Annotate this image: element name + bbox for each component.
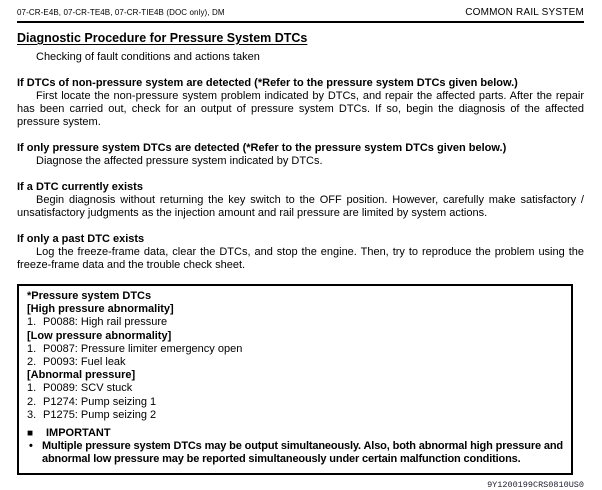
section-non-pressure-dtcs (17, 77, 584, 129)
dtc-group-label-abnormal-pressure: [Abnormal pressure] (27, 369, 136, 382)
bullet-icon: • (29, 440, 33, 453)
important-note-text: Multiple pressure system DTCs may be output simultaneously. Also, both abnormal high pressure and abnormal low pressure may be reported simultaneously under certain malfunction conditions. (42, 440, 563, 466)
dtc-item-number: 2. (27, 356, 37, 369)
dtc-item-text: P0093: Fuel leak (43, 356, 126, 369)
dtc-group-label-low-pressure: [Low pressure abnormality] (27, 329, 172, 342)
section-heading: If DTCs of non-pressure system are detected (*Refer to the pressure system DTCs given below.) (17, 77, 518, 89)
dtc-box-title: *Pressure system DTCs (27, 290, 152, 302)
pressure-system-dtc-box (17, 284, 573, 475)
important-label: IMPORTANT (46, 427, 111, 440)
dtc-item-p0087 (27, 343, 563, 356)
section-heading: If only pressure system DTCs are detected (*Refer to the pressure system DTCs given below.) (17, 142, 507, 154)
header-model-codes: 07-CR-E4B, 07-CR-TE4B, 07-CR-TIE4B (DOC only), DM (17, 8, 225, 17)
section-only-pressure-dtcs (17, 142, 584, 168)
dtc-item-p1275 (27, 409, 563, 422)
dtc-item-text: P0088: High rail pressure (43, 316, 168, 329)
important-note (27, 440, 563, 466)
dtc-item-number: 3. (27, 408, 37, 421)
dtc-item-text: P0087: Pressure limiter emergency open (43, 342, 243, 355)
section-body: First locate the non-pressure system problem indicated by DTCs, and repair the affected parts. After the repair has been carried out, check for an output of pressure system DTCs. If so, begin the diagnosis of the affected pressure system. (17, 90, 584, 128)
dtc-item-p0089 (27, 382, 563, 395)
dtc-item-p1274 (27, 396, 563, 409)
dtc-item-number: 1. (27, 316, 37, 329)
dtc-group-label-high-pressure: [High pressure abnormality] (27, 303, 174, 316)
dtc-item-number: 1. (27, 382, 37, 395)
dtc-item-text: P0089: SCV stuck (43, 382, 133, 395)
section-past-dtc (17, 233, 584, 272)
dtc-item-number: 1. (27, 342, 37, 355)
dtc-item-text: P1274: Pump seizing 1 (43, 395, 157, 408)
page-header (17, 7, 584, 18)
section-heading: If a DTC currently exists (17, 181, 143, 193)
document-code: 9Y1200199CRS0810US0 (487, 479, 584, 490)
important-square-icon: ■ (27, 428, 34, 440)
section-heading: If only a past DTC exists (17, 233, 145, 245)
dtc-item-number: 2. (27, 395, 37, 408)
section-body: Diagnose the affected pressure system indicated by DTCs. (36, 155, 323, 167)
dtc-item-p0088 (27, 316, 563, 329)
dtc-item-p0093 (27, 356, 563, 369)
section-body: Begin diagnosis without returning the key switch to the OFF position. However, carefully make satisfactory / unsatisfactory judgments as the injection amount and rail pressure are limited by system actions. (17, 194, 584, 219)
important-heading (27, 427, 563, 440)
page-title: Diagnostic Procedure for Pressure System DTCs (17, 31, 308, 45)
dtc-item-text: P1275: Pump seizing 2 (43, 408, 157, 421)
section-body: Log the freeze-frame data, clear the DTCs, and stop the engine. Then, try to reproduce the problem using the freeze-frame data and the trouble check sheet. (17, 246, 584, 271)
section-current-dtc (17, 181, 584, 220)
page-subtitle: Checking of fault conditions and actions taken (36, 51, 260, 63)
header-system-title: COMMON RAIL SYSTEM (465, 7, 584, 18)
